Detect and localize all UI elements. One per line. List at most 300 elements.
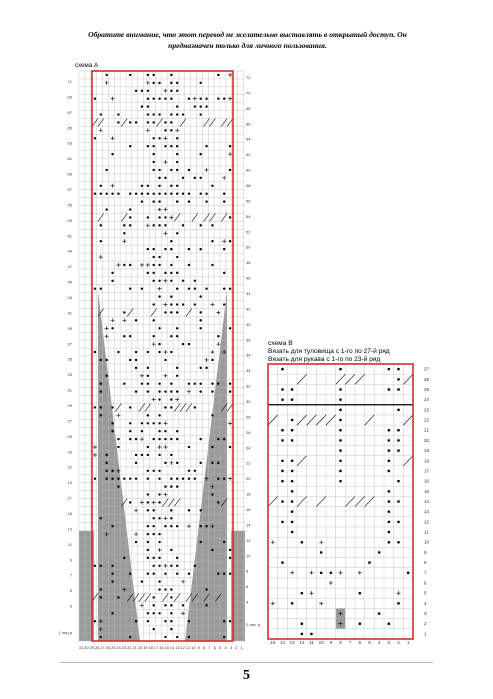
chart-a-purl-dot	[141, 580, 143, 582]
chart-a-purl-dot	[152, 319, 154, 321]
chart-a-purl-dot	[223, 636, 225, 638]
chart-a-purl-dot	[158, 438, 160, 440]
chart-a-plus-symbol	[105, 81, 109, 85]
chart-b-row-label: 22	[424, 417, 430, 423]
chart-a-plus-symbol	[181, 611, 185, 615]
chart-a-purl-dot	[199, 311, 201, 313]
chart-b-purl-dot	[397, 541, 400, 544]
chart-b-col-label: 12	[299, 640, 305, 645]
chart-a-purl-dot	[176, 335, 178, 337]
chart-a-purl-dot	[147, 98, 149, 100]
chart-a-row-label-right: 44	[246, 291, 251, 296]
chart-a-purl-dot	[223, 573, 225, 575]
chart-a-row-label-right: 40	[246, 321, 251, 327]
chart-a-row-label-right: 50	[246, 244, 251, 250]
chart-a-purl-dot	[199, 438, 201, 440]
chart-a-purl-dot	[158, 565, 160, 567]
chart-a-col-label: 22	[126, 645, 132, 650]
chart-a-purl-dot	[129, 121, 131, 123]
chart-b-row-label: 21	[424, 427, 430, 433]
chart-a-purl-dot	[111, 272, 113, 274]
chart-a-purl-dot	[199, 383, 201, 385]
chart-a-row-label-left: 17	[67, 495, 72, 501]
chart-a-col-label: 20	[137, 645, 143, 650]
chart-a-purl-dot	[158, 343, 160, 345]
chart-a-purl-dot	[164, 193, 166, 195]
chart-a-purl-dot	[123, 232, 125, 234]
chart-a-purl-dot	[176, 573, 178, 575]
chart-a-purl-dot	[170, 98, 172, 100]
chart-a-purl-dot	[129, 193, 131, 195]
chart-a-purl-dot	[129, 573, 131, 575]
chart-a-purl-dot	[117, 596, 119, 598]
chart-a-purl-dot	[152, 121, 154, 123]
chart-b-plus-symbol	[319, 601, 323, 605]
chart-a-purl-dot	[135, 620, 137, 622]
chart-a-purl-dot	[105, 74, 107, 76]
chart-a-plus-symbol	[175, 128, 179, 132]
chart-b-cross-symbol	[403, 456, 413, 466]
chart-b-purl-dot	[388, 459, 391, 462]
chart-b-cross-symbol	[355, 496, 365, 506]
chart-a-purl-dot	[199, 327, 201, 329]
chart-a-purl-dot	[158, 185, 160, 187]
chart-a-purl-dot	[135, 438, 137, 440]
chart-a-plus-symbol	[187, 390, 191, 394]
chart-a-purl-dot	[111, 193, 113, 195]
chart-a-row-label-left: 43	[67, 295, 72, 300]
chart-a-col-label: 3	[229, 645, 233, 650]
chart-a-purl-dot	[229, 216, 231, 218]
chart-a-plus-symbol	[146, 128, 150, 132]
chart-a-plus-symbol	[216, 342, 220, 346]
chart-b-row-label: 26	[424, 376, 430, 382]
chart-a-plus-symbol	[163, 136, 167, 140]
chart-a-purl-dot	[117, 351, 119, 353]
chart-a-purl-dot	[170, 311, 172, 313]
chart-a-cross-symbol	[204, 119, 210, 127]
chart-a-purl-dot	[170, 351, 172, 353]
chart-a-purl-dot	[147, 533, 149, 535]
chart-a-purl-dot	[176, 82, 178, 84]
chart-a-plus-symbol	[140, 263, 144, 267]
chart-a-purl-dot	[164, 485, 166, 487]
chart-b-col-label: 15	[270, 640, 276, 645]
chart-a-purl-dot	[147, 422, 149, 424]
chart-a-purl-dot	[147, 105, 149, 107]
chart-a-purl-dot	[100, 383, 102, 385]
chart-a-row-label-left: 39	[67, 325, 72, 331]
chart-a-purl-dot	[158, 224, 160, 226]
chart-a-purl-dot	[152, 438, 154, 440]
chart-b-cross-symbol	[365, 415, 375, 425]
chart-b-subtitle-1: Вязать для туловища с 1-го по 27-й ряд	[268, 348, 390, 355]
chart-a-row-label-right: 56	[246, 198, 251, 204]
chart-a-row-label-right: 42	[246, 306, 251, 312]
chart-b-cross-symbol	[297, 456, 307, 466]
chart-a-row-label-right: 12	[246, 537, 251, 543]
chart-a-row-label-right: 72	[246, 75, 251, 80]
chart-a-purl-dot	[164, 430, 166, 432]
chart-a-purl-dot	[94, 406, 96, 408]
chart-a-purl-dot	[211, 390, 213, 392]
chart-a-col-label: 23	[121, 645, 127, 650]
chart-a-purl-dot	[100, 517, 102, 519]
chart-a-purl-dot	[199, 248, 201, 250]
chart-a-shade-left	[98, 291, 140, 641]
chart-a-purl-dot	[164, 177, 166, 179]
chart-a-purl-dot	[170, 588, 172, 590]
chart-a-purl-dot	[176, 557, 178, 559]
chart-a-row-label-left: 59	[67, 171, 72, 177]
chart-a-purl-dot	[147, 90, 149, 92]
chart-a-purl-dot	[94, 288, 96, 290]
chart-a-purl-dot	[100, 414, 102, 416]
chart-a-purl-dot	[164, 620, 166, 622]
chart-b-row-label: 16	[424, 478, 430, 484]
chart-a-purl-dot	[170, 185, 172, 187]
chart-a-purl-dot	[141, 422, 143, 424]
chart-a-cross-symbol	[163, 499, 169, 507]
chart-a-purl-dot	[164, 462, 166, 464]
chart-b-row-label: 15	[424, 488, 430, 494]
chart-a-purl-dot	[111, 327, 113, 329]
chart-a-plus-symbol	[228, 477, 232, 481]
chart-a-purl-dot	[135, 462, 137, 464]
chart-a-purl-dot	[147, 525, 149, 527]
chart-a-cross-symbol	[180, 119, 186, 127]
chart-a-purl-dot	[199, 98, 201, 100]
chart-a-cross-symbol	[174, 404, 180, 412]
chart-a-purl-dot	[176, 169, 178, 171]
chart-a-plus-symbol	[205, 358, 209, 362]
chart-a-purl-dot	[170, 121, 172, 123]
chart-a-cross-symbol	[174, 499, 180, 507]
chart-a-plus-symbol	[105, 326, 109, 330]
chart-a-purl-dot	[194, 280, 196, 282]
chart-a-purl-dot	[100, 588, 102, 590]
chart-a-row-label-left: 37	[67, 341, 72, 347]
chart-b-purl-dot	[291, 398, 294, 401]
chart-a-purl-dot	[211, 240, 213, 242]
chart-b-row-label: 8	[424, 560, 427, 566]
chart-b-purl-dot	[397, 409, 400, 412]
chart-a-purl-dot	[176, 145, 178, 147]
chart-b-purl-dot	[291, 470, 294, 473]
chart-a-row-label-right: 20	[246, 476, 251, 482]
chart-a-purl-dot	[223, 248, 225, 250]
chart-b-purl-dot	[397, 439, 400, 442]
chart-a-plus-symbol	[140, 374, 144, 378]
chart-a-purl-dot	[141, 454, 143, 456]
chart-a-plus-symbol	[228, 73, 232, 77]
chart-a-purl-dot	[158, 351, 160, 353]
chart-a-plus-symbol	[163, 516, 167, 520]
chart-a-purl-dot	[217, 335, 219, 337]
chart-a-plus-symbol	[210, 303, 214, 307]
chart-a-purl-dot	[158, 533, 160, 535]
chart-a-plus-symbol	[210, 350, 214, 354]
chart-a-plus-symbol	[163, 493, 167, 497]
chart-a-purl-dot	[94, 565, 96, 567]
chart-a-plus-symbol	[216, 310, 220, 314]
chart-a-plus-symbol	[163, 564, 167, 568]
chart-a-purl-dot	[100, 288, 102, 290]
chart-b-purl-dot	[339, 368, 342, 371]
chart-a-plus-symbol	[163, 303, 167, 307]
chart-a-row-label-left: 19	[67, 480, 72, 486]
chart-a-purl-dot	[199, 390, 201, 392]
chart-a-purl-dot	[223, 303, 225, 305]
chart-a-cross-symbol	[98, 214, 104, 222]
chart-a-purl-dot	[217, 98, 219, 100]
chart-a-purl-dot	[199, 153, 201, 155]
chart-a-purl-dot	[111, 565, 113, 567]
chart-a-purl-dot	[188, 470, 190, 472]
chart-b-col-label: 8	[339, 640, 342, 645]
chart-a-purl-dot	[176, 193, 178, 195]
chart-a-purl-dot	[158, 414, 160, 416]
chart-a-purl-dot	[170, 485, 172, 487]
chart-a-row-label-right: 26	[246, 429, 251, 435]
chart-b-purl-dot	[388, 368, 391, 371]
chart-a-col-label: 24	[116, 645, 121, 650]
chart-a-purl-dot	[188, 343, 190, 345]
chart-a-purl-dot	[147, 470, 149, 472]
chart-b-title: схема В	[268, 340, 293, 347]
chart-b-purl-dot	[388, 490, 391, 493]
chart-b-purl-dot	[281, 470, 284, 473]
chart-a-purl-dot	[141, 193, 143, 195]
chart-a-row-label-right: 6	[246, 584, 249, 590]
chart-b-col-label: 11	[309, 640, 314, 645]
chart-b-col-label: 5	[368, 640, 371, 645]
chart-a-row-label-right: 68	[246, 105, 251, 111]
chart-a-cross-symbol	[210, 119, 216, 127]
chart-b-purl-dot	[388, 541, 391, 544]
chart-a-purl-dot	[176, 161, 178, 163]
chart-a-purl-dot	[158, 580, 160, 582]
chart-a-purl-dot	[170, 74, 172, 76]
chart-a-plus-symbol	[163, 445, 167, 449]
chart-a-purl-dot	[135, 121, 137, 123]
chart-a-plus-symbol	[163, 160, 167, 164]
chart-a-row-label-left: 31	[67, 387, 72, 393]
chart-a-plus-symbol	[93, 453, 97, 457]
chart-b-purl-dot	[301, 592, 304, 595]
chart-a-purl-dot	[158, 177, 160, 179]
chart-a-plus-symbol	[163, 231, 167, 235]
chart-a-purl-dot	[170, 303, 172, 305]
notice-line-1: Обратите внимание, что этот перевод не желательно выставлять в открытый доступ. Он	[88, 30, 407, 39]
chart-b-purl-dot	[339, 439, 342, 442]
chart-a-purl-dot	[152, 280, 154, 282]
chart-a-purl-dot	[188, 509, 190, 511]
chart-a-plus-symbol	[122, 318, 126, 322]
chart-a-purl-dot	[94, 137, 96, 139]
chart-a-purl-dot	[129, 636, 131, 638]
chart-a-purl-dot	[188, 573, 190, 575]
chart-a-purl-dot	[211, 462, 213, 464]
chart-a-purl-dot	[188, 193, 190, 195]
chart-b-purl-dot	[339, 388, 342, 391]
chart-b-purl-dot	[368, 561, 371, 564]
chart-a-row-label-left: 25	[67, 433, 72, 439]
chart-a-plus-symbol	[228, 97, 232, 101]
chart-a-purl-dot	[141, 200, 143, 202]
chart-a-purl-dot	[188, 98, 190, 100]
chart-a-purl-dot	[199, 462, 201, 464]
chart-a-purl-dot	[111, 612, 113, 614]
chart-a-purl-dot	[123, 224, 125, 226]
chart-a-purl-dot	[170, 335, 172, 337]
chart-a-purl-dot	[105, 470, 107, 472]
chart-b-plus-symbol	[310, 571, 314, 575]
chart-a-row-label-left: 33	[67, 372, 72, 378]
chart-a-row-label-right: 32	[246, 383, 251, 389]
chart-a-purl-dot	[170, 612, 172, 614]
chart-a-purl-dot	[152, 557, 154, 559]
chart-a-purl-dot	[176, 232, 178, 234]
chart-a-row-label-left: 21	[67, 464, 72, 470]
chart-a-row-label-right: 28	[246, 414, 251, 420]
chart-a-purl-dot	[158, 390, 160, 392]
chart-b-cross-symbol	[297, 496, 307, 506]
chart-a-cross-symbol	[227, 119, 233, 127]
chart-a-row-label-left: 29	[67, 403, 72, 408]
chart-a-purl-dot	[205, 367, 207, 369]
chart-b-purl-dot	[388, 531, 391, 534]
chart-a-row-label-left: 57	[67, 187, 72, 192]
chart-a-purl-dot	[152, 137, 154, 139]
chart-a-purl-dot	[123, 478, 125, 480]
chart-a-plus-symbol	[228, 152, 232, 156]
chart-b-plus-symbol	[271, 601, 275, 605]
chart-a-row-label-right: 60	[246, 167, 251, 173]
chart-a-row-label-right: 10	[246, 553, 251, 559]
chart-a-purl-dot	[164, 588, 166, 590]
chart-a-purl-dot	[194, 470, 196, 472]
chart-a-purl-dot	[152, 193, 154, 195]
chart-a-purl-dot	[211, 549, 213, 551]
chart-a-purl-dot	[176, 367, 178, 369]
chart-a-purl-dot	[164, 636, 166, 638]
chart-a-row-label-left: 5	[69, 588, 72, 594]
chart-a-purl-dot	[176, 478, 178, 480]
chart-a-purl-dot	[170, 295, 172, 297]
chart-a-purl-dot	[158, 422, 160, 424]
chart-a-cross-symbol	[145, 594, 151, 602]
chart-b-purl-dot	[320, 571, 323, 574]
chart-a-purl-dot	[147, 145, 149, 147]
chart-a-purl-dot	[105, 375, 107, 377]
chart-a-purl-dot	[182, 478, 184, 480]
chart-a-plus-symbol	[152, 342, 156, 346]
chart-a-cross-symbol	[163, 594, 169, 602]
chart-a-purl-dot	[158, 541, 160, 543]
chart-a-purl-dot	[164, 406, 166, 408]
chart-a-purl-dot	[164, 145, 166, 147]
chart-a-purl-dot	[164, 311, 166, 313]
chart-a-purl-dot	[111, 580, 113, 582]
chart-a-purl-dot	[152, 422, 154, 424]
chart-a-purl-dot	[152, 565, 154, 567]
chart-a-purl-dot	[164, 525, 166, 527]
chart-a-purl-dot	[182, 280, 184, 282]
chart-a-purl-dot	[223, 478, 225, 480]
chart-b-purl-dot	[339, 480, 342, 483]
chart-a-purl-dot	[170, 383, 172, 385]
chart-a-col-label: 25	[110, 645, 116, 650]
chart-a-purl-dot	[170, 549, 172, 551]
chart-a-plus-symbol	[169, 215, 173, 219]
chart-a-purl-dot	[170, 478, 172, 480]
chart-a-purl-dot	[170, 193, 172, 195]
chart-a-purl-dot	[147, 549, 149, 551]
chart-a-purl-dot	[158, 169, 160, 171]
chart-a-purl-dot	[176, 636, 178, 638]
chart-a-purl-dot	[211, 414, 213, 416]
chart-a-purl-dot	[223, 620, 225, 622]
chart-b-purl-dot	[339, 419, 342, 422]
chart-a-purl-dot	[170, 113, 172, 115]
chart-a-purl-dot	[129, 438, 131, 440]
chart-a-row-label-right: 48	[246, 260, 251, 266]
chart-a-purl-dot	[176, 303, 178, 305]
chart-a-row-label-left: 51	[67, 233, 72, 239]
chart-b-purl-dot	[388, 500, 391, 503]
chart-b-row-label: 11	[424, 529, 429, 535]
chart-a-purl-dot	[211, 383, 213, 385]
chart-a-purl-dot	[129, 422, 131, 424]
chart-a-purl-dot	[170, 398, 172, 400]
chart-b-purl-dot	[397, 368, 400, 371]
chart-a-purl-dot	[229, 240, 231, 242]
chart-a-purl-dot	[152, 153, 154, 155]
chart-a-purl-dot	[176, 113, 178, 115]
chart-b-purl-dot	[281, 439, 284, 442]
chart-a-row-label-right: 14	[246, 522, 251, 528]
chart-a-purl-dot	[111, 470, 113, 472]
chart-a-purl-dot	[170, 565, 172, 567]
chart-a-cross-symbol	[98, 119, 104, 127]
chart-b-purl-dot	[281, 521, 284, 524]
chart-a-purl-dot	[194, 105, 196, 107]
chart-a-purl-dot	[176, 438, 178, 440]
chart-a-purl-dot	[100, 240, 102, 242]
chart-a-purl-dot	[217, 74, 219, 76]
chart-a-plus-symbol	[228, 421, 232, 425]
chart-b-row-label: 23	[424, 407, 430, 413]
chart-b-row-label: 17	[424, 468, 430, 474]
chart-a-purl-dot	[141, 185, 143, 187]
chart-a-purl-dot	[229, 390, 231, 392]
chart-a-purl-dot	[111, 430, 113, 432]
chart-a-plus-symbol	[163, 421, 167, 425]
chart-a-purl-dot	[176, 137, 178, 139]
chart-a-purl-dot	[170, 525, 172, 527]
chart-a-col-label: 9	[197, 645, 200, 650]
chart-a-purl-dot	[111, 478, 113, 480]
chart-b-row-label: 10	[424, 539, 430, 545]
chart-b-row-label: 25	[424, 386, 430, 392]
chart-a-purl-dot	[158, 383, 160, 385]
chart-a-purl-dot	[199, 105, 201, 107]
chart-a-purl-dot	[176, 153, 178, 155]
chart-a-purl-dot	[211, 224, 213, 226]
chart-a-purl-dot	[205, 98, 207, 100]
chart-a-purl-dot	[211, 185, 213, 187]
